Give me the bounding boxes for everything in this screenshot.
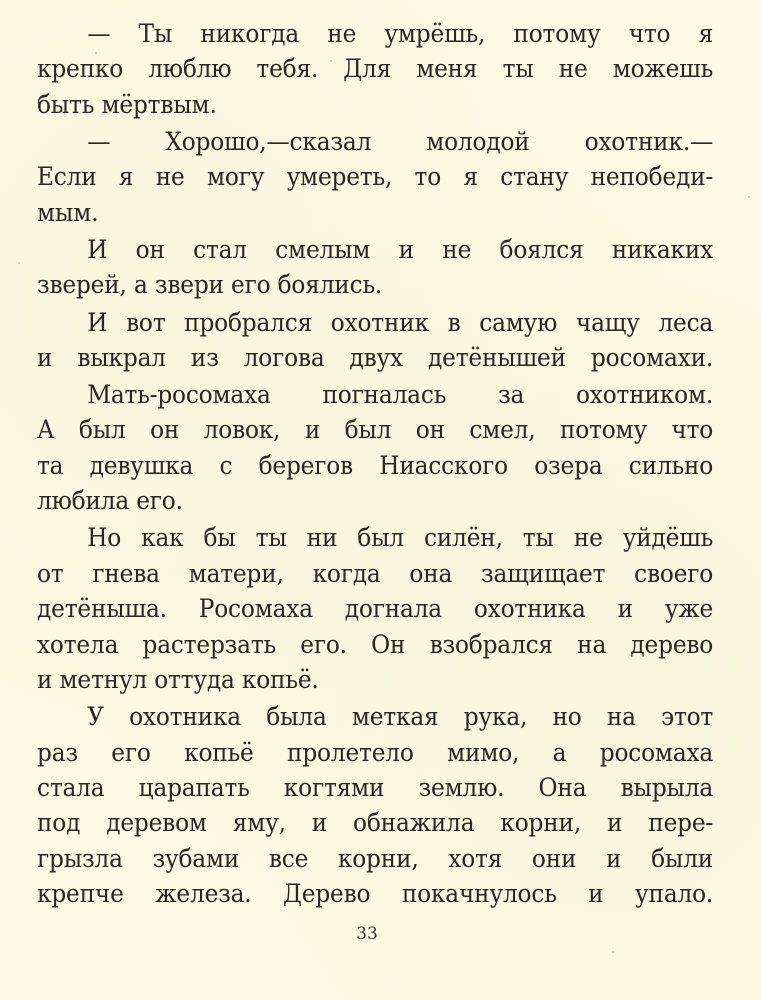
- text-line: Мать-росомаха погналась за охотником.: [87, 380, 714, 410]
- text-line: крепче железа. Дерево покачнулось и упало.: [37, 879, 714, 909]
- text-line: раз его копьё пролетело мимо, а росомаха: [37, 737, 714, 767]
- text-line: И он стал смелым и не боялся никаких: [87, 234, 714, 264]
- text-line: У охотника была меткая рука, но на этот: [87, 702, 714, 732]
- paragraph: [37, 699, 713, 911]
- text-line: Но как бы ты ни был силён, ты не уйдёшь: [87, 523, 714, 553]
- paragraph: [37, 232, 713, 303]
- paragraph: [37, 16, 713, 122]
- text-line: мым.: [37, 197, 99, 227]
- text-line: зверей, а звери его боялись.: [37, 270, 383, 300]
- text-line: от гнева матери, когда она защищает своего: [37, 558, 714, 588]
- text-line: любила его.: [37, 486, 183, 516]
- text-line: — Хорошо,—сказал молодой охотник.—: [87, 126, 714, 156]
- paper-speck: [612, 951, 614, 953]
- text-line: детёныша. Росомаха догнала охотника и уже: [37, 594, 714, 624]
- paragraph: [37, 377, 713, 519]
- paragraph: [37, 305, 713, 376]
- page-number: 33: [356, 924, 378, 944]
- text-line: грызла зубами все корни, хотя они и были: [37, 843, 714, 873]
- text-line: хотела растерзать его. Он взобрался на дерево: [37, 629, 714, 659]
- text-line: крепко люблю тебя. Для меня ты не можешь: [37, 54, 714, 84]
- text-line: А был он ловок, и был он смел, потому что: [37, 415, 714, 445]
- text-line: и метнул оттуда копьё.: [37, 665, 319, 695]
- paragraph: [37, 124, 713, 230]
- text-line: и выкрал из логова двух детёнышей росомахи.: [37, 342, 714, 372]
- paper-speck: [748, 196, 750, 198]
- text-line: — Ты никогда не умрёшь, потому что я: [87, 19, 714, 48]
- text-line: та девушка с берегов Ниасского озера сильно: [37, 450, 714, 480]
- paper-speck: [18, 262, 20, 264]
- text-line: И вот пробрался охотник в самую чащу леса: [87, 307, 714, 337]
- text-line: стала царапать когтями землю. Она вырыла: [37, 772, 714, 802]
- text-line: под деревом яму, и обнажила корни, и пере-: [37, 808, 714, 838]
- paragraph: [37, 520, 713, 697]
- text-line: быть мёртвым.: [37, 89, 217, 119]
- text-line: Если я не могу умереть, то я стану непобеди-: [37, 162, 714, 192]
- body-text: [37, 16, 713, 913]
